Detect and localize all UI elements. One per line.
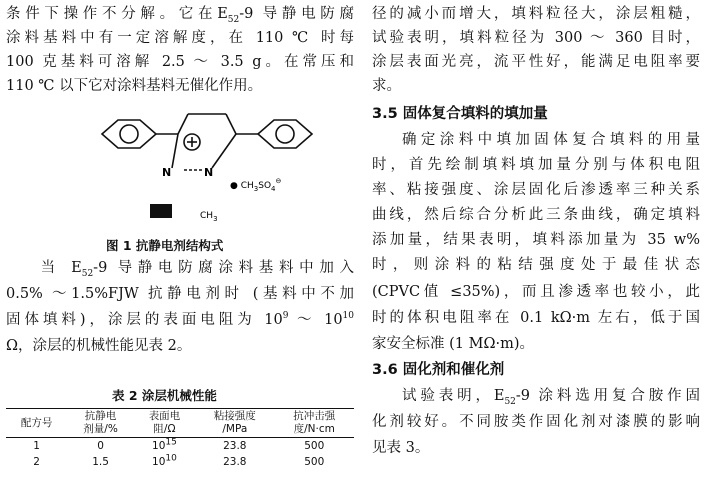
nitrogen-label: N (204, 166, 214, 179)
text-line: 100 克基料可溶解 2.5 ～ 3.5 g。在常压和 (6, 54, 354, 70)
text-line: Ω，涂层的机械性能见表 2。 (6, 338, 192, 354)
text-line: 求。 (372, 78, 401, 94)
text-line: 时，则涂料的粘结强度处于最佳状态 (372, 257, 700, 273)
text-line: 试验表明，填料粒径为 300 ～ 360 目时， (372, 30, 700, 46)
text-line: 0.5% ～1.5%FJW 抗静电剂时 (基料中不加 (6, 286, 354, 302)
table-row: 1 0 $10^{15}$ 23.8 500 (33, 437, 325, 452)
text-line: 涂层表面光亮，流平性好，能满足电阻率要 (372, 54, 700, 70)
text-line: 化剂较好。不同胺类作固化剂对漆膜的影响 (372, 414, 700, 430)
table-header: 抗静电 剂量/% (67, 409, 134, 438)
text-line: 曲线，然后综合分析此三条曲线，确定填料 (372, 207, 700, 223)
text-line: 当 $E_{52}-9$ 导静电防腐涂料基料中加入 (35, 260, 354, 279)
table-header: 粘接强度 /MPa (195, 409, 274, 438)
section-heading: 3.5 固体复合填料的填加量 (372, 106, 548, 122)
smudge-mark (150, 204, 172, 218)
table-header: 表面电 阻/Ω (134, 409, 195, 438)
text-line: 径的减小而增大，填料粒径大，涂层粗糙， (372, 6, 700, 22)
table-row: 2 1.5 $10^{10}$ 23.8 500 (33, 453, 325, 468)
table-caption: 表 2 涂层机械性能 (112, 388, 217, 403)
text-line: (CPVC值 ≤35%)，而且渗透率也较小，此 (372, 284, 700, 300)
methyl-label: $CH_3$ (200, 211, 218, 223)
text-line: 110 ℃ 以下它对涂料基料无催化作用。 (6, 78, 263, 94)
table-header: 配方号 (6, 409, 67, 438)
figure-caption: 图 1 抗静电剂结构式 (106, 238, 224, 253)
text-line: 家安全标准 (1 MΩ·m)。 (372, 336, 534, 352)
text-line: 条件下操作不分解。它在$E_{52}-9$ 导静电防腐 (6, 6, 354, 25)
text-line: 确定涂料中填加固体复合填料的用量 (402, 132, 700, 148)
table-header: 抗冲击强 度/N·cm (275, 409, 354, 438)
text-line: 时的体积电阻率在 0.1 kΩ·m 左右，低于国 (372, 310, 700, 326)
mechanical-properties-table (6, 408, 354, 470)
text-line: 率、粘接强度、涂层固化后渗透率三种关系 (372, 182, 700, 198)
nitrogen-label: N (162, 166, 172, 179)
antistatic-structure-diagram (92, 108, 332, 236)
text-line: 试验表明，$E_{52}-9$ 涂料选用复合胺作固 (402, 388, 700, 407)
text-line: 时，首先绘制填料填加量分别与体积电阻 (372, 157, 700, 173)
text-line: 添加量，结果表明，填料添加量为 35 w% (372, 232, 700, 248)
text-line: 固体填料)，涂层的表面电阻为 $10^9$ ～ $10^{10}$ (6, 311, 354, 328)
text-line: 见表 3。 (372, 440, 430, 456)
text-line: 涂料基料中有一定溶解度，在 110 ℃ 时每 (6, 30, 354, 46)
methylsulfate-label: ● $CH_3SO_4^⊖$ (230, 177, 282, 193)
section-heading: 3.6 固化剂和催化剂 (372, 362, 505, 378)
